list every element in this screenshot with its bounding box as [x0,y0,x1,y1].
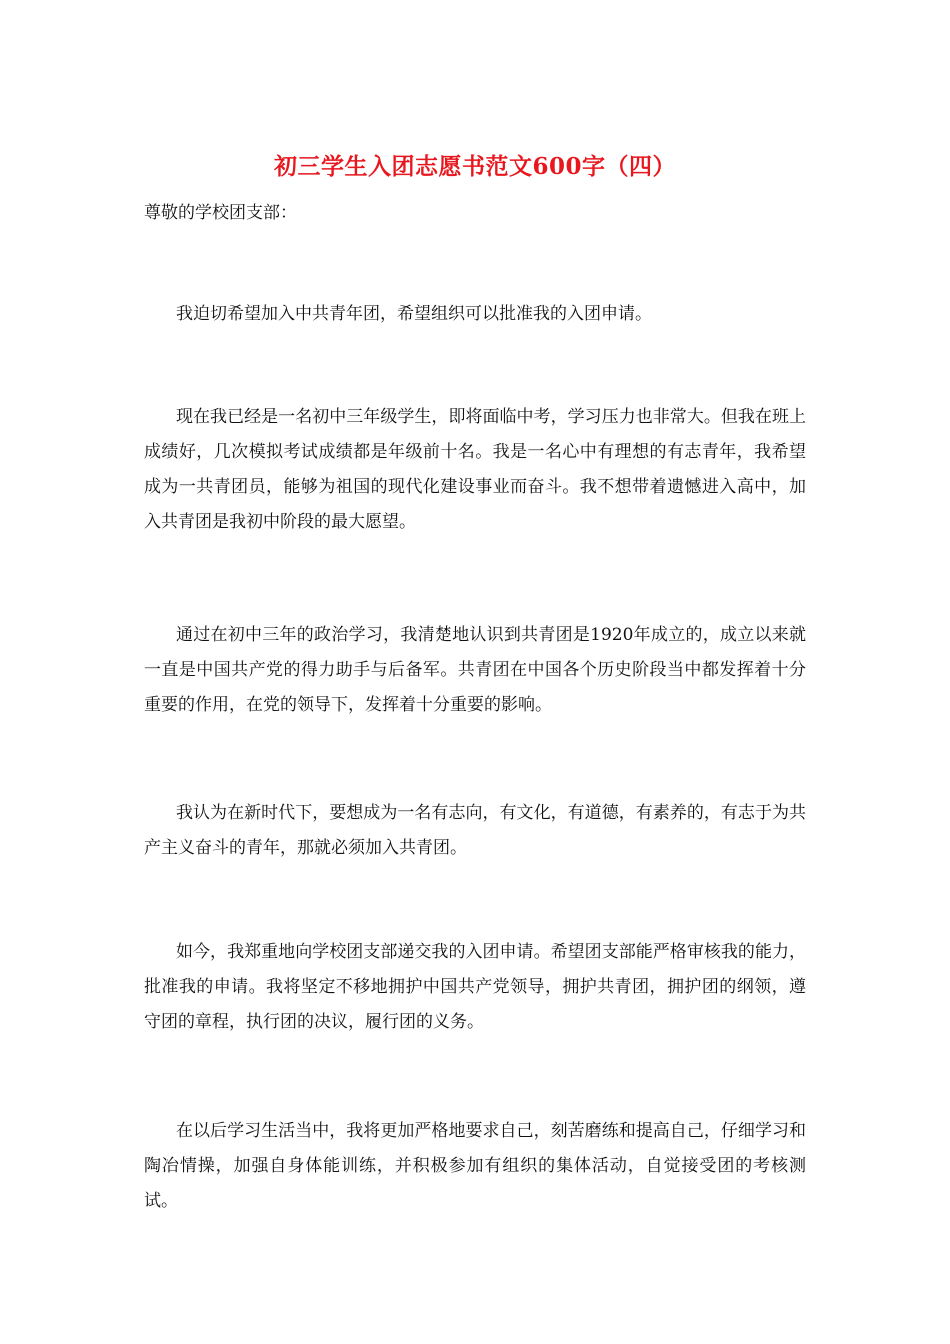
paragraph-4: 我认为在新时代下，要想成为一名有志向，有文化，有道德，有素养的，有志于为共产主义奋斗的青年，那就必须加入共青团。 [144,803,806,858]
paragraph-6: 在以后学习生活当中，我将更加严格地要求自己，刻苦磨练和提高自己，仔细学习和陶冶情操，加强自身体能训练，并积极参加有组织的集体活动，自觉接受团的考核测试。 [144,1121,806,1211]
paragraph-3: 通过在初中三年的政治学习，我清楚地认识到共青团是1920年成立的，成立以来就一直是中国共产党的得力助手与后备军。共青团在中国各个历史阶段当中都发挥着十分重要的作用，在党的领导下，发挥着十分重要的影响。 [144,625,806,715]
paragraph-1: 我迫切希望加入中共青年团，希望组织可以批准我的入团申请。 [176,304,652,324]
salutation: 尊敬的学校团支部： [144,203,297,223]
document-title: 初三学生入团志愿书范文600字（四） [273,153,676,180]
paragraph-2: 现在我已经是一名初中三年级学生，即将面临中考，学习压力也非常大。但我在班上成绩好，几次模拟考试成绩都是年级前十名。我是一名心中有理想的有志青年，我希望成为一共青团员，能够为祖国的现代化建设事业而奋斗。我不想带着遗憾进入高中，加入共青团是我初中阶段的最大愿望。 [144,407,806,532]
paragraph-5: 如今，我郑重地向学校团支部递交我的入团申请。希望团支部能严格审核我的能力，批准我的申请。我将坚定不移地拥护中国共产党领导，拥护共青团，拥护团的纲领，遵守团的章程，执行团的决议，履行团的义务。 [144,942,806,1032]
